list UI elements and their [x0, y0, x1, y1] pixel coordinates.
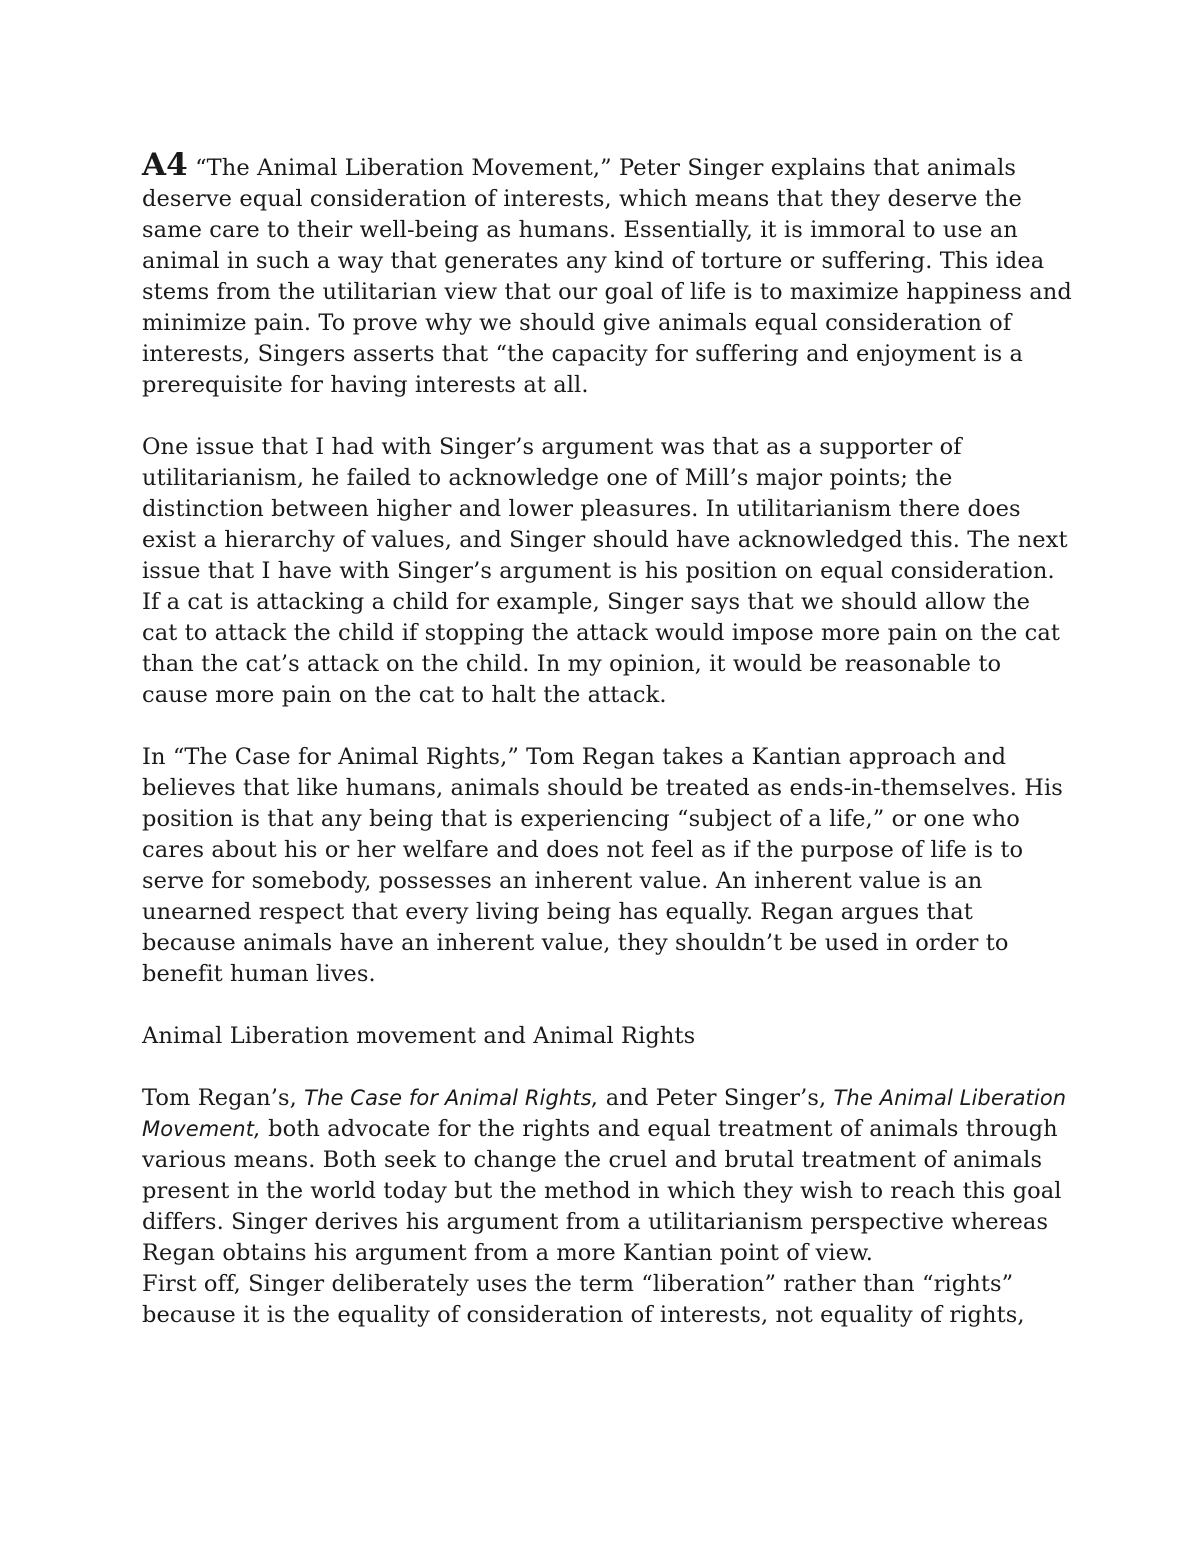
comparison-text-c: both advocate for the rights and equal treatment of animals through various means. Both seek to change the cruel and brutal treatment of animals present in the world today but the method in which they wish to reach this goal differs. Singer derives his argument from a utilitarianism perspective whereas Regan obtains his argument from a more Kantian point of view. [142, 1116, 1062, 1266]
comparison-text-a: Tom Regan’s, [142, 1085, 305, 1111]
paragraph-comparison [142, 1083, 1072, 1269]
paragraph-first-off: First off, Singer deliberately uses the term “liberation” rather than “rights” because it is the equality of consideration of interests, not equality of rights, [142, 1271, 1025, 1328]
book-title-regan: The Case for Animal Rights, [304, 1086, 599, 1110]
comparison-text-b: and Peter Singer’s, [598, 1085, 834, 1111]
section-heading: Animal Liberation movement and Animal Rights [142, 1023, 696, 1049]
paragraph-regan: In “The Case for Animal Rights,” Tom Regan takes a Kantian approach and believes that like humans, animals should be treated as ends-in-themselves. His position is that any being that is experiencing “subject of a life,” or one who cares about his or her welfare and does not feel as if the purpose of life is to serve for somebody, possesses an inherent value. An inherent value is an unearned respect that every living being has equally. Regan argues that because animals have an inherent value, they shouldn’t be used in order to benefit human lives. [142, 744, 1063, 987]
document-body [142, 147, 1072, 1331]
paragraph-critique: One issue that I had with Singer’s argument was that as a supporter of utilitarianism, he failed to acknowledge one of Mill’s major points; the distinction between higher and lower pleasures. In utilitarianism there does exist a hierarchy of values, and Singer should have acknowledged this. The next issue that I have with Singer’s argument is his position on equal consideration. If a cat is attacking a child for example, Singer says that we should allow the cat to attack the child if stopping the attack would impose more pain on the cat than the cat’s attack on the child. In my opinion, it would be reasonable to cause more pain on the cat to halt the attack. [142, 434, 1068, 708]
book-title-singer: The Animal Liberation Movement, [142, 1086, 1067, 1141]
paragraph-intro-text: “The Animal Liberation Movement,” Peter Singer explains that animals deserve equal consideration of interests, which means that they deserve the same care to their well-being as humans. Essentially, it is immoral to use an animal in such a way that generates any kind of torture or suffering. This idea stems from the utilitarian view that our goal of life is to maximize happiness and minimize pain. To prove why we should give animals equal consideration of interests, Singers asserts that “the capacity for suffering and enjoyment is a prerequisite for having interests at all. [142, 155, 1072, 398]
paragraph-intro [142, 147, 1072, 401]
section-marker: A4 [142, 147, 188, 183]
